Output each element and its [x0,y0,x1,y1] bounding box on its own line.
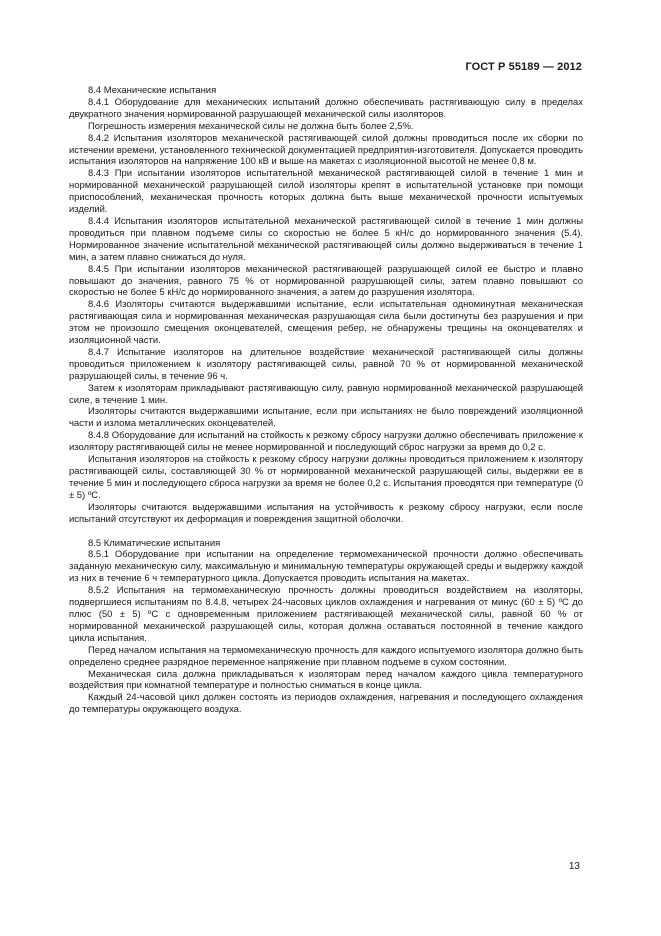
paragraph: 8.4.3 При испытании изоляторов испытательной механической растягивающей силой в течение 1 мин и нормированной механической разрушающей силой изоляторы крепят в испытательной установке при помощи приспособлений, механическая прочность которых должна быть выше механической прочности испытуемых изделий. [69,168,583,216]
paragraph: 8.4.5 При испытании изоляторов механической растягивающей разрушающей силой ее быстро и плавно повышают до значения, равного 75 % от нормированной разрушающей силы, затем плавно повышают со скоростью не более 5 кН/с до нормированного значения, а затем до разрушения изолятора. [69,263,583,299]
paragraph: 8.4.4 Испытания изоляторов испытательной механической растягивающей силой в течение 1 мин должны проводиться при плавном подъеме силы со скоростью не более 5 кН/с до нормированного значения (5.4). Нормированное значение испытательной механической растягивающей силы должно выдерживаться в течение 1 мин, а затем плавно снижаться до нуля. [69,215,583,263]
paragraph: 8.4.1 Оборудование для механических испытаний должно обеспечивать растягивающую силу в пределах двукратного значения нормированной разрушающей механической силы изоляторов. [69,96,583,120]
paragraph: Механическая сила должна прикладываться к изоляторам перед началом каждого цикла температурного воздействия при комнатной температуре и полностью сниматься в конце цикла. [69,668,583,692]
paragraph: 8.4.6 Изоляторы считаются выдержавшими испытание, если испытательная одноминутная механическая растягивающая сила и нормированная механическая разрушающая сила были достигнуты без разрушения и при этом не произошло смещения оконцевателей, смещения ребер, не обнаружены трещины на оконцевателях и изоляционной части. [69,299,583,347]
section-heading-climatic: 8.5 Климатические испытания [88,537,221,549]
section-heading-mechanical: 8.4 Механические испытания [88,85,217,96]
section-gap [69,526,583,538]
paragraph: 8.5.1 Оборудование при испытании на определение термомеханической прочности должно обеспечивать заданную механическую силу, максимальную и минимальную температуры окружающей среды и выдержку каждой из них в течение 6 ч температурного цикла. Допускается проводить испытания на макетах. [69,549,583,585]
paragraph: Изоляторы считаются выдержавшими испытания на устойчивость к резкому сбросу нагрузки, если после испытаний отсутствуют их деформация и повреждения защитной оболочки. [69,501,583,525]
paragraph: Погрешность измерения механической силы не должна быть более 2,5%. [88,120,414,132]
paragraph: 8.4.8 Оборудование для испытаний на стойкость к резкому сбросу нагрузки должно обеспечивать приложение к изолятору растягивающей силы не менее нормированной и последующий сброс нагрузки за время до 0,2 с. [69,430,583,454]
paragraph: Каждый 24-часовой цикл должен состоять из периодов охлаждения, нагревания и последующего охлаждения до температуры окружающего воздуха. [69,692,583,716]
paragraph: 8.4.2 Испытания изоляторов механической растягивающей силой должны проводиться после их сборки по истечении времени, установленного технической документацией предприятия-изготовителя. Допускается проводить испытания изоляторов на напряжение 100 кВ и выше на макетах с изоляционной высотой не менее 0,8 м. [69,132,583,168]
paragraph: Затем к изоляторам прикладывают растягивающую силу, равную нормированной механической разрушающей силе, в течение 1 мин. [69,382,583,406]
document-header: ГОСТ Р 55189 — 2012 [465,61,582,73]
paragraph: Изоляторы считаются выдержавшими испытание, если при испытаниях не было повреждений изоляционной части и излома металлических оконцевателей. [69,406,583,430]
paragraph: Перед началом испытания на термомеханическую прочность для каждого испытуемого изолятора должно быть определено среднее разрядное переменное напряжение при плавном подъеме в сухом состоянии. [69,644,583,668]
page-body [69,85,583,716]
paragraph: 8.5.2 Испытания на термомеханическую прочность должны проводиться воздействием на изоляторы, подвергшиеся испытаниям по 8.4.8, четырех 24-часовых циклов охлаждения и нагревания от минус (60 ± 5) ºС до плюс (50 ± 5) ºС с одновременным приложением растягивающей механической силы, равной 60 % от нормированной механической разрушающей силы, которая должна оставаться постоянной в течение каждого цикла испытания. [69,585,583,644]
paragraph: 8.4.7 Испытание изоляторов на длительное воздействие механической растягивающей силы должны проводиться приложением к изолятору растягивающей силы, равной 70 % от нормированной механической разрушающей силы, в течение 96 ч. [69,346,583,382]
page-number: 13 [568,861,580,872]
paragraph: Испытания изоляторов на стойкость к резкому сбросу нагрузки должны проводиться приложением к изолятору растягивающей силы, составляющей 30 % от нормированной механической разрушающей силы, выдержки ее в течение 5 мин и последующего сброса нагрузки за время не более 0,2 с. Испытания проводятся при температуре (0 ± 5) ºС. [69,454,583,501]
